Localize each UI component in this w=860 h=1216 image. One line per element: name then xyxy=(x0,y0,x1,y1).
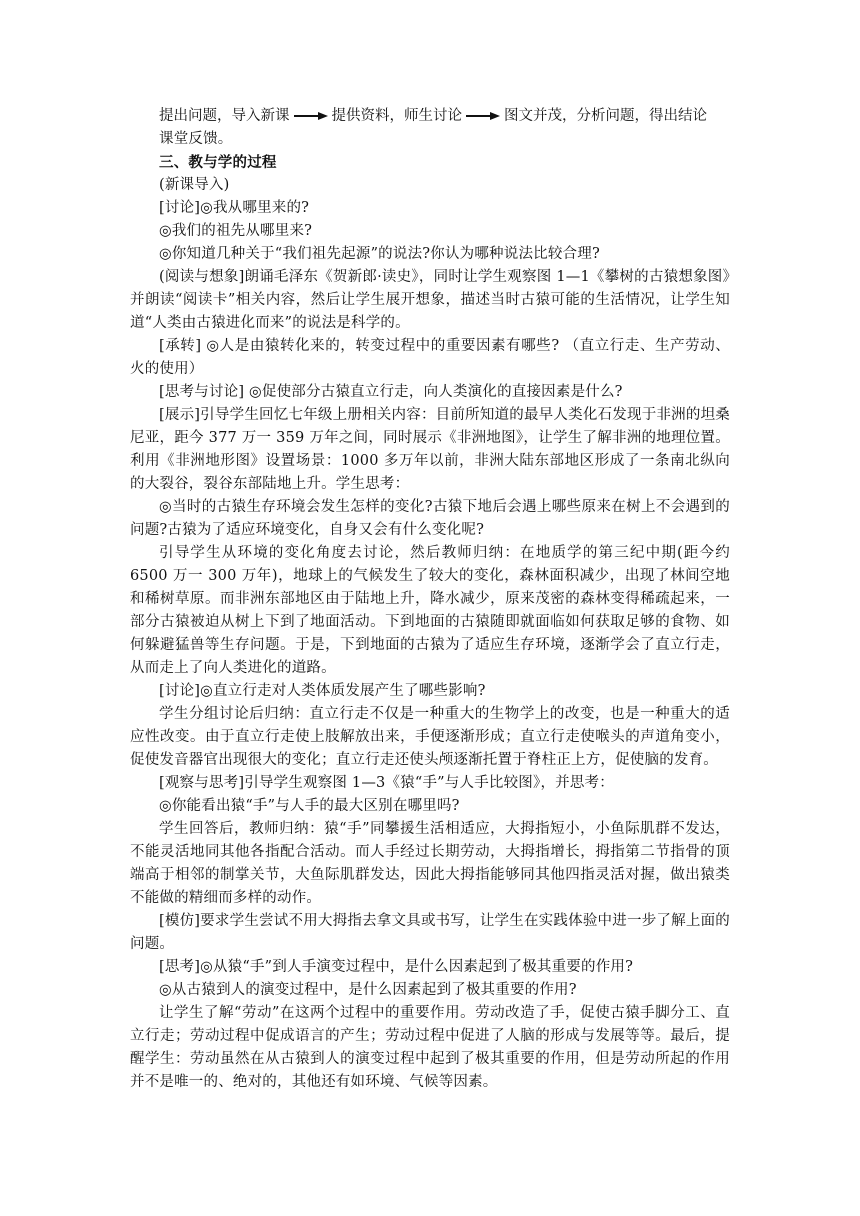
flow-step-2: 提供资料，师生讨论 xyxy=(331,108,462,124)
paragraph-thinking: [思考与讨论] ◎促使部分古猿直立行走，向人类演化的直接因素是什么? xyxy=(159,384,623,400)
paragraph-discussion-upright: [讨论]◎直立行走对人类体质发展产生了哪些影响? xyxy=(159,683,486,699)
paragraph-labor: 让学生了解“劳动”在这两个过程中的重要作用。劳动改造了手，促使古猿手脚分工、直立行走；劳动过程中促成语言的产生；劳动过程中促进了人脑的形成与发展等等。最后，提醒学生：劳动虽然在从古猿到人的演变过程中起到了极其重要的作用，但是劳动所起的作用并不是唯一的、绝对的，其他还有如环境、气候等因素。 xyxy=(130,1005,730,1090)
paragraph-reading: (阅读与想象]朗诵毛泽东《贺新郎·读史》，同时让学生观察图 1—1《攀树的古猿想象图》并朗读“阅读卡”相关内容，然后让学生展开想象，描述当时古猿可能的生活情况，让学生知道“人类由古猿进化而来”的说法是科学的。 xyxy=(130,269,730,331)
paragraph-feedback: 课堂反馈。 xyxy=(159,131,233,147)
teaching-flow-line xyxy=(130,105,730,128)
paragraph-question: ◎当时的古猿生存环境会发生怎样的变化?古猿下地后会遇上哪些原来在树上不会遇到的问题?古猿为了适应环境变化，自身又会有什么变化呢? xyxy=(130,499,730,538)
paragraph-group-summary: 学生分组讨论后归纳：直立行走不仅是一种重大的生物学上的改变，也是一种重大的适应性改变。由于直立行走使上肢解放出来，手便逐渐形成；直立行走使喉头的声道角变小，促使发音器官出现很大的变化；直立行走还使头颅逐渐托置于脊柱正上方，促使脑的发育。 xyxy=(130,706,730,768)
paragraph-display: [展示]引导学生回忆七年级上册相关内容：目前所知道的最早人类化石发现于非洲的坦桑尼亚，距今 377 万一 359 万年之间，同时展示《非洲地图》，让学生了解非洲的地理位置。利用《非洲地形图》设置场景：1000 多万年以前，非洲大陆东部地区形成了一条南北纵向的大裂谷，裂谷东部陆地上升。学生思考： xyxy=(130,407,730,492)
paragraph-think-2: ◎从古猿到人的演变过程中，是什么因素起到了极其重要的作用? xyxy=(159,982,577,998)
section-heading: 三、教与学的过程 xyxy=(159,154,277,171)
flow-step-3: 图文并茂，分析问题，得出结论 xyxy=(504,108,707,124)
paragraph-guidance: 引导学生从环境的变化角度去讨论，然后教师归纳：在地质学的第三纪中期(距今约 6500 万一 300 万年)，地球上的气候发生了较大的变化，森林面积减少，出现了林间空地和稀树草原。而非洲东部地区由于陆地上升，降水减少，原来茂密的森林变得稀疏起来，一部分古猿被迫从树上下到了地面活动。下到地面的古猿随即就面临如何获取足够的食物、如何躲避猛兽等生存问题。于是，下到地面的古猿为了适应生存环境，逐渐学会了直立行走，从而走上了向人类进化的道路。 xyxy=(130,545,730,676)
document-page xyxy=(130,105,730,1094)
flow-step-1: 提出问题，导入新课 xyxy=(159,108,290,124)
paragraph-hand-summary: 学生回答后，教师归纳：猿“手”同攀援生活相适应，大拇指短小，小鱼际肌群不发达，不能灵活地同其他各指配合活动。而人手经过长期劳动，大拇指增长，拇指第二节指骨的顶端高于相邻的制掌关节，大鱼际肌群发达，因此大拇指能够同其他四指灵活对握，做出猿类不能做的精细而多样的动作。 xyxy=(130,821,730,906)
right-arrow-icon xyxy=(466,111,500,121)
right-arrow-icon xyxy=(294,111,328,121)
paragraph-discussion-3: ◎你知道几种关于“我们祖先起源”的说法?你认为哪种说法比较合理? xyxy=(159,246,600,262)
paragraph-intro-label: (新课导入) xyxy=(159,177,230,193)
paragraph-think-1: [思考]◎从猿“手”到人手演变过程中，是什么因素起到了极其重要的作用? xyxy=(159,959,634,975)
paragraph-discussion-1: [讨论]◎我从哪里来的? xyxy=(159,200,310,216)
paragraph-observe: [观察与思考]引导学生观察图 1—3《猿“手”与人手比较图》，并思考： xyxy=(159,775,614,791)
paragraph-discussion-2: ◎我们的祖先从哪里来? xyxy=(159,223,313,239)
paragraph-hand-question: ◎你能看出猿“手”与人手的最大区别在哪里吗? xyxy=(159,798,460,814)
paragraph-imitate: [模仿]要求学生尝试不用大拇指去拿文具或书写，让学生在实践体验中进一步了解上面的问题。 xyxy=(130,913,730,952)
paragraph-transition: [承转] ◎人是由猿转化来的，转变过程中的重要因素有哪些? （直立行走、生产劳动、火的使用） xyxy=(130,338,730,377)
